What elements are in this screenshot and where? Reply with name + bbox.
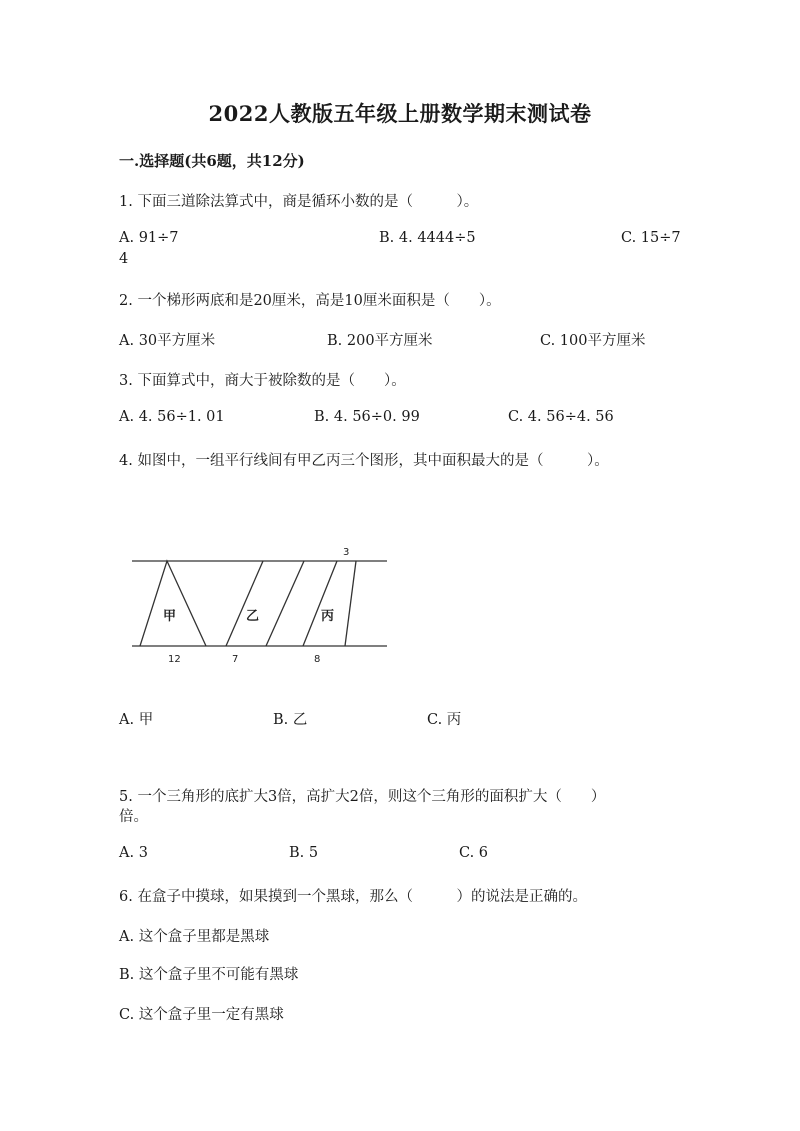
- question-1-overflow-text: 4: [119, 251, 129, 267]
- figure-number-jia-base: 12: [168, 654, 181, 665]
- question-3-option-b[interactable]: B. 4. 56÷0. 99: [314, 409, 420, 425]
- trapezoid-bing-left-edge: [303, 561, 337, 646]
- question-4-text: 4. 如图中，一组平行线间有甲乙丙三个图形，其中面积最大的是（ ）。: [119, 453, 609, 469]
- question-5-option-c[interactable]: C. 6: [459, 845, 489, 861]
- figure-number-yi-base: 7: [232, 654, 239, 665]
- question-3-option-c[interactable]: C. 4. 56÷4. 56: [508, 409, 614, 425]
- question-1-option-b[interactable]: B. 4. 4444÷5: [379, 230, 476, 246]
- figure-number-top: 3: [343, 547, 350, 558]
- question-5-text-continued: 倍。: [119, 809, 148, 825]
- question-6-text: 6. 在盒子中摸球，如果摸到一个黑球，那么（ ）的说法是正确的。: [119, 889, 587, 905]
- figure-label-yi: 乙: [246, 609, 260, 624]
- question-1-option-c[interactable]: C. 15÷7: [621, 230, 681, 246]
- parallel-lines-figure: [125, 540, 395, 670]
- trapezoid-bing-right-edge: [345, 561, 356, 646]
- triangle-jia-outline: [140, 561, 206, 646]
- figure-label-bing: 丙: [321, 609, 335, 624]
- figure-label-jia: 甲: [163, 609, 177, 624]
- figure-number-bing-base: 8: [314, 654, 321, 665]
- section-heading: 一.选择题(共6题，共12分): [119, 152, 305, 170]
- question-2-option-a[interactable]: A. 30平方厘米: [119, 333, 216, 349]
- question-1-text: 1. 下面三道除法算式中，商是循环小数的是（ ）。: [119, 194, 479, 210]
- page-title: 2022人教版五年级上册数学期末测试卷: [208, 101, 592, 126]
- question-4-option-a[interactable]: A. 甲: [119, 712, 154, 728]
- question-3-option-a[interactable]: A. 4. 56÷1. 01: [119, 409, 225, 425]
- question-6-option-b[interactable]: B. 这个盒子里不可能有黑球: [119, 967, 299, 983]
- question-2-option-b[interactable]: B. 200平方厘米: [327, 333, 433, 349]
- question-5-text: 5. 一个三角形的底扩大3倍，高扩大2倍，则这个三角形的面积扩大（ ）: [119, 789, 606, 805]
- question-6-option-c[interactable]: C. 这个盒子里一定有黑球: [119, 1007, 284, 1023]
- question-1-option-a[interactable]: A. 91÷7: [119, 230, 179, 246]
- question-2-text: 2. 一个梯形两底和是20厘米，高是10厘米面积是（ ）。: [119, 293, 501, 309]
- question-5-option-b[interactable]: B. 5: [289, 845, 319, 861]
- question-4-option-b[interactable]: B. 乙: [273, 712, 308, 728]
- question-4-option-c[interactable]: C. 丙: [427, 712, 462, 728]
- question-3-text: 3. 下面算式中，商大于被除数的是（ ）。: [119, 373, 406, 389]
- parallelogram-yi-left-edge: [226, 561, 263, 646]
- question-5-option-a[interactable]: A. 3: [119, 845, 148, 861]
- question-6-option-a[interactable]: A. 这个盒子里都是黑球: [119, 929, 270, 945]
- parallelogram-yi-right-edge: [266, 561, 304, 646]
- question-2-option-c[interactable]: C. 100平方厘米: [540, 333, 646, 349]
